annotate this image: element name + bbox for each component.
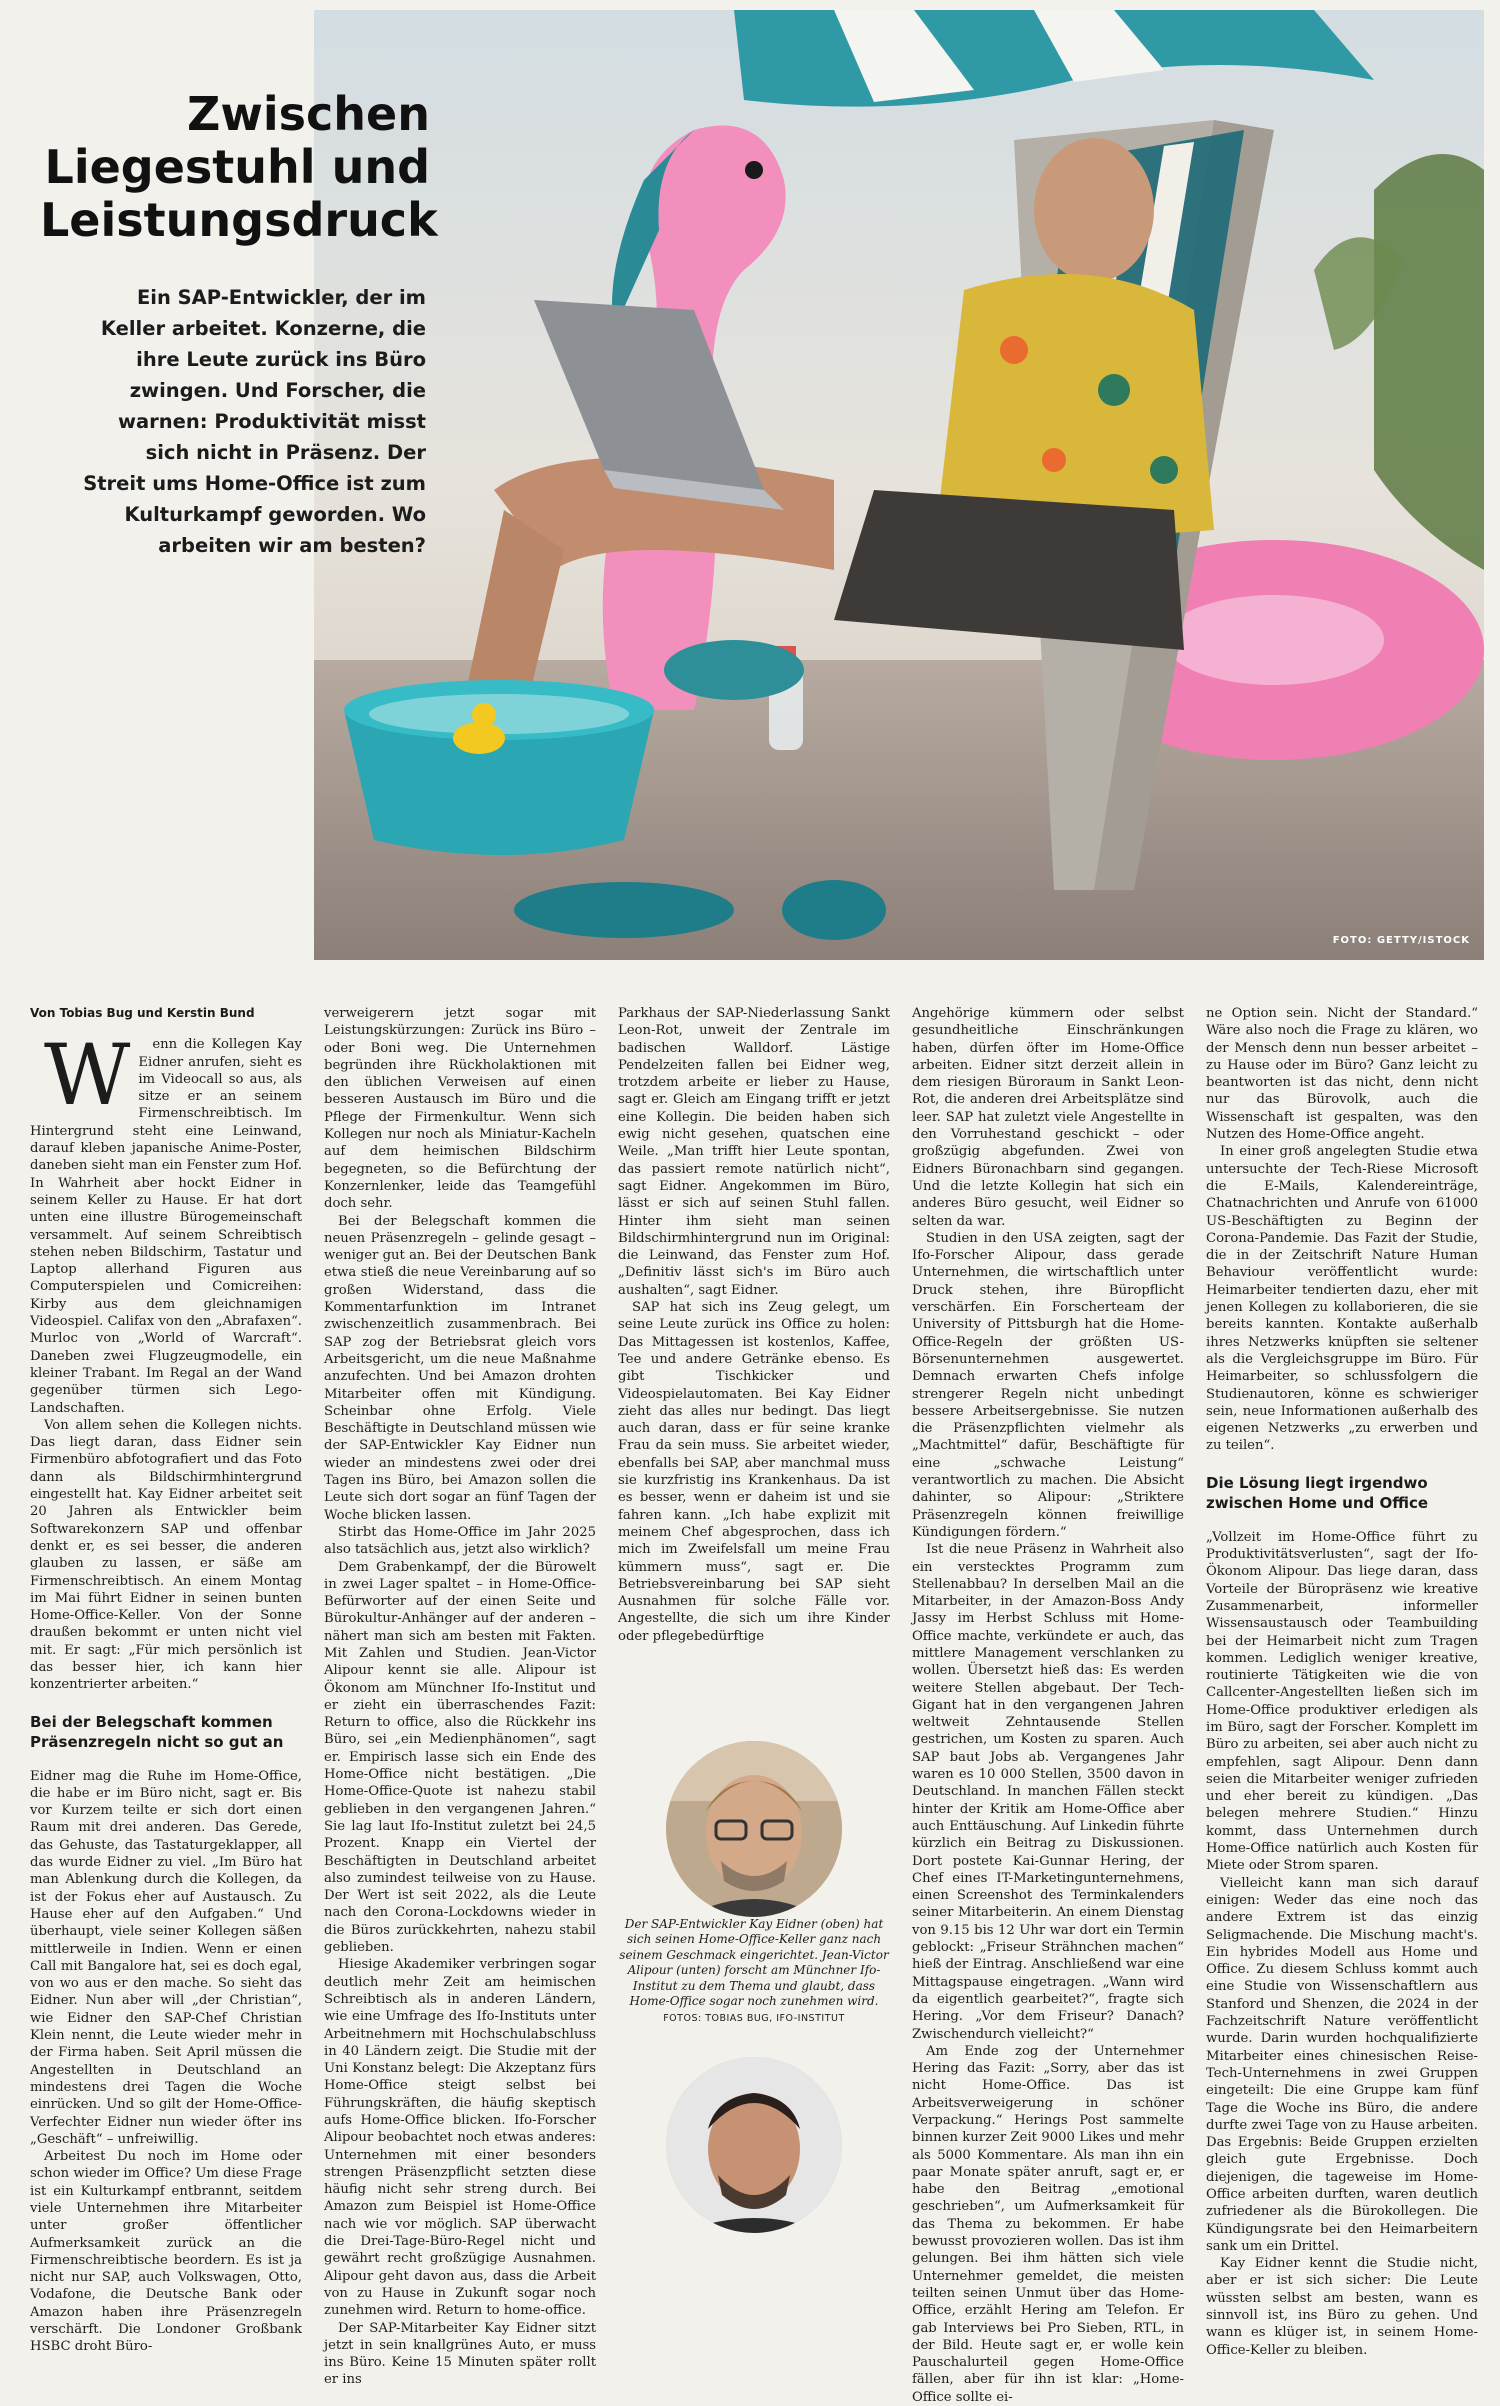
article-body: [30, 1005, 1480, 2405]
byline: Von Tobias Bug und Kerstin Bund: [30, 1006, 255, 1020]
paragraph: Kay Eidner kennt die Studie nicht, aber er ist sich sicher: Die Leute wüssten selbst am besten, wann es sinnvoll ist, ins Büro zu gehen. Und wann es klüger ist, in seinem Home-Office-Keller zu bleiben.: [1206, 2256, 1478, 2358]
column-4: [912, 1005, 1184, 2406]
paragraph: In einer groß angelegten Studie etwa untersuchte der Tech-Riese Microsoft die E-Mails, Kalendereinträge, Chatnachrichten und Anrufe von 61000 US-Beschäftigten zu Beginn der Corona-Pandemie. Das Fazit der Studie, die in der Zeitschrift Nature Human Behaviour veröffentlicht wurde: Heimarbeiter tendierten dazu, eher mit jenen Kollegen zu kollaborieren, die sie bereits kannten. Kontakte außerhalb ihres Netzwerks knüpften sie seltener als die Vergleichsgruppe im Büro. Für Heimarbeiter, so schlussfolgern die Studienautoren, könne es schwieriger sein, neue Informationen außerhalb des eigenen Netzwerks „zu erwerben und zu teilen“.: [1206, 1144, 1478, 1454]
paragraph: Studien in den USA zeigten, sagt der Ifo-Forscher Alipour, dass gerade Unternehmen, die wirtschaftlich unter Druck stehen, ihre Büropflicht verschärfen. Ein Forscherteam der University of Pittsburgh hat die Home-Office-Regeln der größten US-Börsenunternehmen ausgewertet. Demnach erwarten Chefs infolge strengerer Regeln nicht unbedingt bessere Arbeitsergebnisse. Sie nutzen die Präsenzpflichten vielmehr als „Machtmittel“ dafür, Beschäftigte für eine „schwache Leistung“ verantwortlich zu machen. Die Absicht dahinter, so Alipour: „Striktere Präsenzregeln können freiwillige Kündigungen fördern.“: [912, 1230, 1184, 1540]
paragraph: Von allem sehen die Kollegen nichts. Das liegt daran, dass Eidner sein Firmenbüro abfotografiert und das Foto dann als Bildschirmhintergrund eingestellt hat. Kay Eidner arbeitet seit 20 Jahren als Entwickler beim Softwarekonzern SAP und offenbar denkt er, es sei besser, die anderen glauben zu lassen, er säße am Firmenschreibtisch. An einem Montag im Mai führt Eidner in seinen bunten Home-Office-Keller. Von der Sonne draußen bekommt er unten nicht viel mit. Er sagt: „Für mich persönlich ist das besser hier, ich kann hier konzentrierter arbeiten.“: [30, 1417, 302, 1693]
subhead: Bei der Belegschaft kommen Präsenzregeln nicht so gut an: [30, 1712, 284, 1751]
paragraph: SAP hat sich ins Zeug gelegt, um seine Leute zurück ins Office zu holen: Das Mittagessen ist kostenlos, Kaffee, Tee und andere Getränke ebenso. Es gibt Tischkicker und Videospielautomaten. Bei Kay Eidner zieht das alles nur bedingt. Das liegt auch daran, dass er für seine kranke Frau da sein muss. Sie arbeitet wieder, ebenfalls bei SAP, aber manchmal muss sie kurzfristig ins Krankenhaus. Da ist es besser, wenn er daheim ist und sie fahren kann. „Ich habe explizit mit meinem Chef abgesprochen, dass ich mich im Zweifelsfall um meine Frau kümmern muss“, sagt er. Die Betriebsvereinbarung bei SAP sieht Ausnahmen für solche Fälle vor. Angestellte, die sich um ihre Kinder oder pflegebedürftige: [618, 1300, 890, 1644]
paragraph: Dem Grabenkampf, der die Bürowelt in zwei Lager spaltet – in Home-Office-Befürworter auf der einen Seite und Bürokultur-Anhänger auf der anderen – nähert man sich am besten mit Fakten. Mit Zahlen und Studien. Jean-Victor Alipour kennt sie alle. Alipour ist Ökonom am Münchner Ifo-Institut und er zieht ein überraschendes Fazit: Return to office, also die Rückkehr ins Büro, sei „ein Medienphänomen“, sagt er. Empirisch lasse sich ein Ende des Home-Office nicht bestätigen. „Die Home-Office-Quote ist nahezu stabil geblieben in den vergangenen Jahren.“ Sie lag laut Ifo-Institut zuletzt bei 24,5 Prozent. Knapp ein Viertel der Beschäftigten in Deutschland arbeitet also zumindest teilweise von zu Hause. Der Wert ist seit 2022, als die Leute nach den Corona-Lockdowns wieder in die Büros zurückkehrten, nahezu stabil geblieben.: [324, 1559, 596, 1956]
hero-illustration: [314, 10, 1484, 960]
paragraph: enn die Kollegen Kay Eidner anrufen, sieht es im Videocall so aus, als sitze er an seinem Firmenschreibtisch. Im Hintergrund steht eine Leinwand, darauf kleben japanische Anime-Poster, daneben sieht man ein Fenster zum Hof. In Wahrheit aber hockt Eidner in seinem Keller zu Hause. Er hat dort unten eine illustre Bürogemeinschaft versammelt. Auf seinem Schreibtisch stehen neben Bildschirm, Tastatur und Laptop allerhand Figuren aus Computerspielen und Comicreihen: Kirby aus dem gleichnamigen Videospiel. Califax von den „Abrafaxen“. Murloc von „World of Warcraft“. Daneben zwei Flugzeugmodelle, ein kleiner Trabant. Im Regal an der Wand gegenüber türmen sich Lego-Landschaften.: [30, 1037, 302, 1416]
column-3: [618, 1005, 890, 2233]
paragraph: Am Ende zog der Unternehmer Hering das Fazit: „Sorry, aber das ist nicht Home-Office. Das ist Arbeitsverweigerung in schöner Verpackung.“ Herings Post sammelte binnen kurzer Zeit 9000 Likes und mehr als 5000 Kommentare. Als man ihn ein paar Monate später anruft, sagt er, er habe den Beitrag „emotional geschrieben“, um Aufmerksamkeit für das Thema zu bekommen. Er habe bewusst provozieren wollen. Das ist ihm gelungen. Bei ihm hätten sich viele Unternehmer gemeldet, die meisten teilten seinen Unmut über das Home-Office, erzählt Hering am Telefon. Er gab Interviews bei Pro Sieben, RTL, in der Bild. Heute sagt er, er wolle kein Pauschalurteil gegen Home-Office fällen, aber für ihn ist klar: „Home-Office sollte ei-: [912, 2043, 1184, 2405]
paragraph: Vielleicht kann man sich darauf einigen: Weder das eine noch das andere Extrem ist das einzig Seligmachende. Die Mischung macht's. Ein hybrides Modell aus Home und Office. Zu diesem Schluss kommt auch eine Studie von Wissenschaftlern aus Stanford und Shenzen, die 2024 in der Fachzeitschrift Nature veröffentlicht wurde. Darin wurden hochqualifizierte Mitarbeiter eines chinesischen Reise-Tech-Unternehmens in zwei Gruppen eingeteilt: Die eine Gruppe kam fünf Tage die Woche ins Büro, die andere durfte zwei Tage von zu Hause arbeiten. Das Ergebnis: Beide Gruppen erzielten gleich gute Ergebnisse. Doch diejenigen, die tageweise im Home-Office arbeiten durften, waren deutlich zufriedener als die Bürokollegen. Die Kündigungsrate bei den Heimarbeitern sank um ein Drittel.: [1206, 1875, 1478, 2254]
portrait-jean-victor-alipour: [666, 2057, 842, 2233]
paragraph: Angehörige kümmern oder selbst gesundheitliche Einschränkungen haben, dürfen öfter im Home-Office arbeiten. Eidner sitzt derzeit allein in dem riesigen Büroraum in Sankt Leon-Rot, die anderen drei Arbeitsplätze sind leer. SAP hat zuletzt viele Angestellte in den Vorruhestand geschickt – oder großzügig abgefunden. Zwei von Eidners Büronachbarn sind gegangen. Und die letzte Kollegin hat sich ein anderes Büro gesucht, weil Eidner so selten da war.: [912, 1006, 1184, 1229]
paragraph: Bei der Belegschaft kommen die neuen Präsenzregeln – gelinde gesagt – weniger gut an. Bei der Deutschen Bank etwa stieß die neue Vereinbarung auf so großen Widerstand, dass die Kommentarfunktion im Intranet zwischenzeitlich zusammenbrach. Bei SAP zog der Betriebsrat gleich vors Arbeitsgericht, um die neue Maßnahme anzufechten. Und bei Amazon drohten Mitarbeiter offen mit Kündigung. Scheinbar ohne Erfolg. Viele Beschäftigte in Deutschland müssen wie der SAP-Entwickler Kay Eidner nun wieder an mindestens zwei oder drei Tagen ins Büro, bei Amazon sollen die Leute sich dort sogar an fünf Tagen der Woche blicken lassen.: [324, 1213, 596, 1523]
paragraph: Der SAP-Mitarbeiter Kay Eidner sitzt jetzt in sein knallgrünes Auto, er muss ins Büro. Keine 15 Minuten später rollt er ins: [324, 2320, 596, 2388]
paragraph: „Vollzeit im Home-Office führt zu Produktivitätsverlusten“, sagt der Ifo-Ökonom Alipour. Das liege daran, dass Vorteile der Büropräsenz wie kreative Zusammenarbeit, informeller Wissensaustausch oder Teambuilding bei der Heimarbeit nicht zum Tragen kommen. Lediglich weniger kreative, routinierte Tätigkeiten wie die von Callcenter-Angestellten ließen sich im Home-Office produktiver erledigen als im Büro, sagt der Forscher. Komplett im Büro zu arbeiten, sei aber auch nicht zu empfehlen, sagt Alipour. Denn dann seien die Mitarbeiter weniger zufrieden und eher bereit zu kündigen. „Das belegen mehrere Studien.“ Hinzu kommt, dass Unternehmen durch Home-Office natürlich auch Kosten für Miete oder Strom sparen.: [1206, 1529, 1478, 1874]
column-1: [30, 1005, 302, 2356]
dropcap: W: [44, 1026, 131, 1125]
subhead: Die Lösung liegt irgendwo zwischen Home und Office: [1206, 1473, 1429, 1512]
paragraph: Parkhaus der SAP-Niederlassung Sankt Leon-Rot, unweit der Zentrale im badischen Walldorf. Lästige Pendelzeiten fallen bei Eidner weg, trotzdem arbeite er lieber zu Hause, sagt er. Gleich am Eingang trifft er jetzt eine Kollegin. Die beiden haben sich ewig nicht gesehen, quatschen eine Weile. „Man trifft hier Leute spontan, das passiert remote natürlich nicht“, sagt Eidner. Angekommen im Büro, lässt er sich auf seinen Stuhl fallen. Hinter ihm sieht man seinen Bildschirmhintergrund nun im Original: die Leinwand, das Fenster zum Hof. „Definitiv lässt sich's im Büro auch aushalten“, sagt Eidner.: [618, 1006, 890, 1298]
headline: Zwischen Liegestuhl und Leistungsdruck: [40, 87, 438, 247]
paragraph: Hiesige Akademiker verbringen sogar deutlich mehr Zeit am heimischen Schreibtisch als in anderen Ländern, wie eine Umfrage des Ifo-Instituts unter Arbeitnehmern mit Hochschulabschluss in 40 Ländern zeigt. Die Studie mit der Uni Konstanz belegt: Die Akzeptanz fürs Home-Office steigt selbst bei Führungskräften, die häufig skeptisch aufs Home-Office blicken. Ifo-Forscher Alipour beobachtet noch etwas anderes: Unternehmen mit einer besonders strengen Präsenzpflicht setzten diese häufig nicht sehr streng durch. Bei Amazon zum Beispiel ist Home-Office nach wie vor möglich. SAP überwacht die Drei-Tage-Büro-Regel nicht und gewährt recht großzügige Ausnahmen. Alipour geht davon aus, dass die Arbeit von zu Hause in Zukunft sogar noch zunehmen wird. Return to home-office.: [324, 1957, 596, 2319]
photo-caption: Der SAP-Entwickler Kay Eidner (oben) hat sich seinen Home-Office-Keller ganz nach seinem Geschmack eingerichtet. Jean-Victor Alipour (unten) forscht am Münchner Ifo-Institut zu dem Thema und glaubt, dass Home-Office sogar noch zunehmen wird.: [619, 1916, 889, 2009]
photo-credit: FOTO: GETTY/ISTOCK: [1332, 935, 1470, 946]
paragraph: ne Option sein. Nicht der Standard.“ Wäre also noch die Frage zu klären, wo der Mensch denn nun besser arbeitet – zu Hause oder im Büro? Ganz leicht zu beantworten ist das nicht, denn nicht nur das Bürovolk, auch die Wissenschaft ist gespalten, was den Nutzen des Home-Office angeht.: [1206, 1006, 1478, 1143]
paragraph: Arbeitest Du noch im Home oder schon wieder im Office? Um diese Frage ist ein Kulturkampf entbrannt, seitdem viele Unternehmen ihre Mitarbeiter unter großer öffentlicher Aufmerksamkeit zurück an die Firmenschreibtische beordern. Es ist ja nicht nur SAP, auch Volkswagen, Otto, Vodafone, die Deutsche Bank oder Amazon haben ihre Präsenzregeln verschärft. Die Londoner Großbank HSBC droht Büro-: [30, 2149, 302, 2355]
column-5: [1206, 1005, 1478, 2359]
paragraph: Eidner mag die Ruhe im Home-Office, die habe er im Büro nicht, sagt er. Bis vor Kurzem teilte er sich dort einen Raum mit drei anderen. Das Gerede, das Gehuste, das Tastaturgeklapper, all das wurde Eidner zu viel. „Im Büro hat man Ablenkung durch die Kollegen, da ist der Fokus eher auf Austausch. Zu Hause eher auf den Aufgaben.“ Und überhaupt, viele seiner Kollegen säßen mittlerweile in Indien. Wenn er einen Call mit Bangalore hat, sei es doch egal, von wo aus er den mache. So sieht das Eidner. Nun aber will „der Christian“, wie Eidner den SAP-Chef Christian Klein nennt, die Leute wieder mehr in der Firma haben. Seit April müssen die Angestellten in Deutschland an mindestens drei Tagen die Woche einrücken. Und so gilt der Home-Office-Verfechter Eidner nun wieder öfter ins „Geschäft“ – unfreiwillig.: [30, 1768, 302, 2147]
paragraph: Ist die neue Präsenz in Wahrheit also ein verstecktes Programm zum Stellenabbau? In derselben Mail an die Mitarbeiter, in der Amazon-Boss Andy Jassy im Herbst Schluss mit Home-Office machte, verkündete er auch, das mittlere Management verschlanken zu wollen. Übersetzt hieß das: Es werden weitere Stellen abgebaut. Der Tech-Gigant hat in den vergangenen Jahren weltweit Zehntausende Stellen gestrichen, um Kosten zu sparen. Auch SAP baut Jobs ab. Vergangenes Jahr waren es 10 000 Stellen, 3500 davon in Deutschland. In manchen Fällen steckt hinter der Kritik am Home-Office aber auch Enttäuschung. Auf Linkedin führte kürzlich ein Beitrag zu Diskussionen. Dort postete Kai-Gunnar Hering, der Chef eines IT-Marketingunternehmens, einen Screenshot des Terminkalenders seiner Mitarbeiterin. An einem Dienstag von 9.15 bis 12 Uhr war dort ein Termin geblockt: „Friseur Strähnchen machen“ hieß der Eintrag. Anschließend war eine Mittagspause eingetragen. „Wann wird da eigentlich gearbeitet?“, fragte sich Hering. „Vor dem Friseur? Danach? Zwischendurch vielleicht?“: [912, 1542, 1184, 2042]
deck: Ein SAP-Entwickler, der im Keller arbeitet. Konzerne, die ihre Leute zurück ins Büro zwingen. Und Forscher, die warnen: Produktivität misst sich nicht in Präsenz. Der Streit ums Home-Office ist zum Kulturkampf geworden. Wo arbeiten wir am besten?: [83, 286, 426, 557]
hero-photo: [314, 10, 1484, 960]
paragraph: verweigerern jetzt sogar mit Leistungskürzungen: Zurück ins Büro – oder Boni weg. Die Unternehmen begründen ihre Rückholaktionen mit den üblichen Verweisen auf einen besseren Austausch im Büro und die Pflege der Firmenkultur. Wenn sich Kollegen nur noch als Miniatur-Kacheln auf dem heimischen Bildschirm begegneten, so die Befürchtung der Konzernlenker, leide das Teamgefühl doch sehr.: [324, 1006, 596, 1212]
portrait-kay-eidner: [666, 1741, 842, 1917]
paragraph: Stirbt das Home-Office im Jahr 2025 also tatsächlich aus, jetzt also wirklich?: [324, 1524, 596, 1558]
caption-credit: FOTOS: TOBIAS BUG, IFO-INSTITUT: [663, 2012, 845, 2024]
column-2: [324, 1005, 596, 2389]
